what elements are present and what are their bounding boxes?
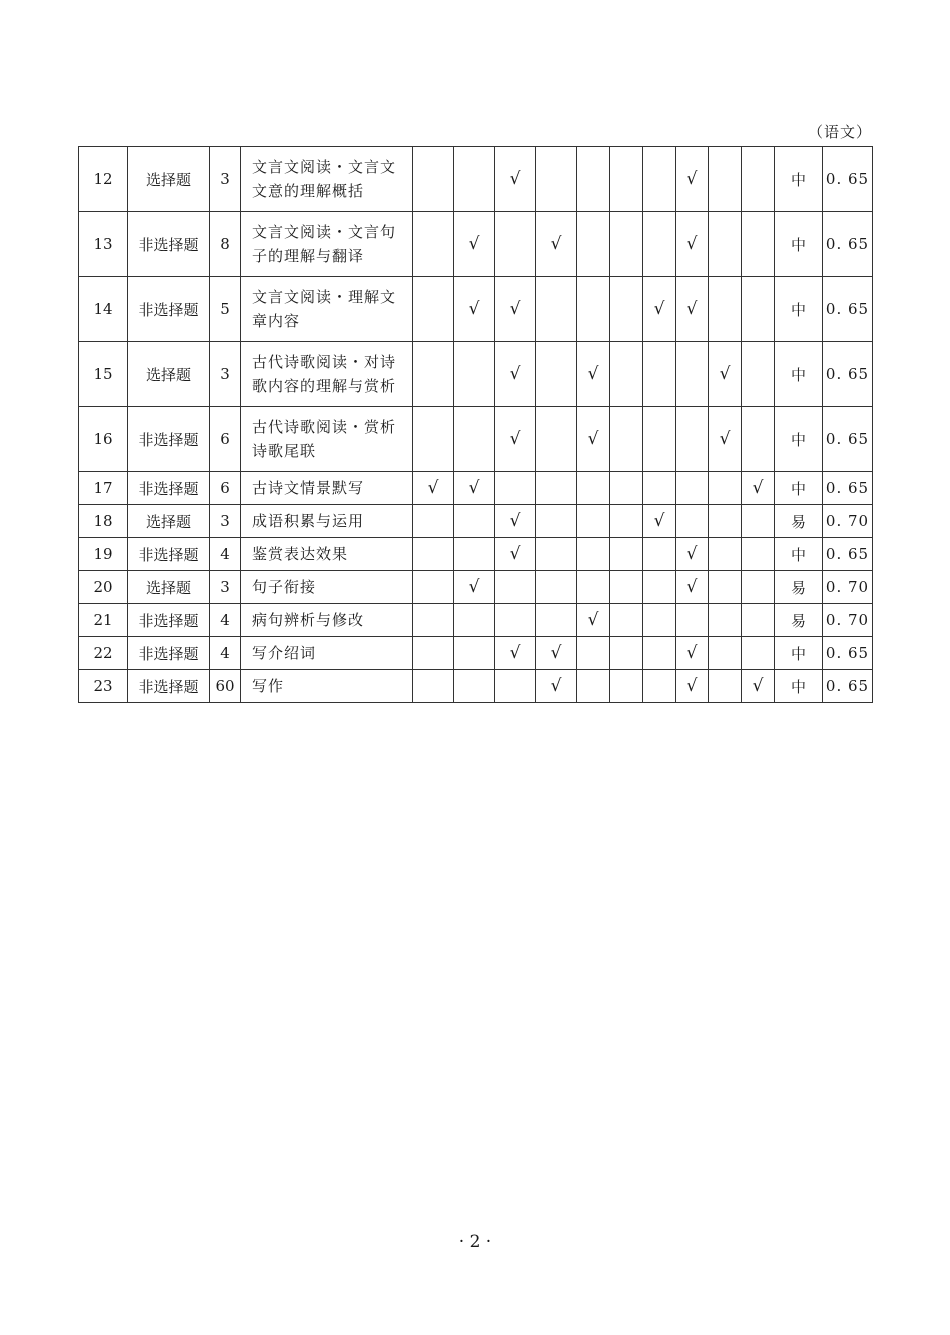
difficulty-coefficient: 0. 70 [823,571,873,604]
check-mark-icon: √ [468,234,480,254]
check-cell [495,637,536,670]
check-cell [577,277,610,342]
check-mark-icon: √ [427,478,439,498]
check-cell [413,212,454,277]
check-cell [577,212,610,277]
check-mark-icon: √ [686,234,698,254]
check-cell [495,604,536,637]
check-cell [709,571,742,604]
check-cell [610,147,643,212]
check-mark-icon: √ [587,364,599,384]
check-cell [742,212,775,277]
check-cell [742,538,775,571]
check-cell [676,472,709,505]
check-cell [643,637,676,670]
question-number: 14 [79,277,128,342]
check-cell [709,407,742,472]
check-cell [742,407,775,472]
table-row [79,571,873,604]
check-cell [536,212,577,277]
check-mark-icon: √ [587,610,599,630]
check-cell [495,212,536,277]
question-content: 文言文阅读・文言文文意的理解概括 [241,147,413,212]
check-cell [709,538,742,571]
check-cell [413,277,454,342]
question-number: 17 [79,472,128,505]
check-cell [577,538,610,571]
subject-label: （语文） [807,123,872,141]
check-cell [577,505,610,538]
check-cell [413,505,454,538]
check-mark-icon: √ [509,544,521,564]
question-score: 3 [210,505,241,538]
check-cell [454,637,495,670]
check-cell [643,407,676,472]
check-mark-icon: √ [468,577,480,597]
difficulty-level: 易 [775,604,823,637]
check-cell [643,571,676,604]
question-type: 选择题 [128,342,210,407]
check-cell [643,342,676,407]
question-type: 选择题 [128,147,210,212]
check-mark-icon: √ [550,676,562,696]
check-cell [676,277,709,342]
page-number: · 2 · [458,1232,492,1252]
check-cell [676,637,709,670]
check-cell [610,604,643,637]
check-mark-icon: √ [686,643,698,663]
check-cell [709,472,742,505]
check-mark-icon: √ [550,643,562,663]
check-cell [454,407,495,472]
check-cell [742,342,775,407]
question-number: 16 [79,407,128,472]
check-cell [413,637,454,670]
question-number: 22 [79,637,128,670]
check-cell [495,505,536,538]
question-score: 3 [210,342,241,407]
check-cell [536,472,577,505]
check-cell [577,407,610,472]
question-content: 句子衔接 [241,571,413,604]
check-cell [495,277,536,342]
check-cell [495,538,536,571]
check-cell [709,147,742,212]
question-type: 非选择题 [128,538,210,571]
check-cell [495,670,536,703]
check-cell [676,147,709,212]
difficulty-coefficient: 0. 70 [823,505,873,538]
check-cell [495,147,536,212]
check-cell [413,670,454,703]
question-type: 非选择题 [128,604,210,637]
question-content: 古代诗歌阅读・赏析诗歌尾联 [241,407,413,472]
check-cell [742,571,775,604]
question-content: 古代诗歌阅读・对诗歌内容的理解与赏析 [241,342,413,407]
difficulty-coefficient: 0. 65 [823,670,873,703]
difficulty-level: 易 [775,571,823,604]
check-cell [643,538,676,571]
check-cell [610,342,643,407]
table-row [79,147,873,212]
question-score: 6 [210,472,241,505]
question-type: 非选择题 [128,472,210,505]
difficulty-coefficient: 0. 65 [823,538,873,571]
check-cell [454,147,495,212]
difficulty-level: 中 [775,342,823,407]
check-cell [454,342,495,407]
question-score: 4 [210,637,241,670]
check-cell [495,407,536,472]
question-content: 鉴赏表达效果 [241,538,413,571]
difficulty-coefficient: 0. 70 [823,604,873,637]
check-cell [536,571,577,604]
question-score: 60 [210,670,241,703]
difficulty-coefficient: 0. 65 [823,277,873,342]
check-cell [577,571,610,604]
difficulty-level: 中 [775,212,823,277]
check-cell [454,505,495,538]
check-cell [536,407,577,472]
table-row [79,538,873,571]
check-cell [709,212,742,277]
check-mark-icon: √ [587,429,599,449]
question-type: 非选择题 [128,407,210,472]
check-mark-icon: √ [719,429,731,449]
table-row [79,212,873,277]
check-cell [610,472,643,505]
difficulty-level: 中 [775,472,823,505]
check-cell [413,538,454,571]
check-cell [454,212,495,277]
question-score: 5 [210,277,241,342]
check-mark-icon: √ [752,676,764,696]
question-number: 13 [79,212,128,277]
check-cell [413,604,454,637]
difficulty-level: 中 [775,637,823,670]
question-type: 非选择题 [128,637,210,670]
check-mark-icon: √ [719,364,731,384]
check-cell [742,505,775,538]
check-mark-icon: √ [509,511,521,531]
check-cell [610,277,643,342]
check-cell [643,212,676,277]
question-number: 12 [79,147,128,212]
check-cell [577,604,610,637]
check-cell [454,538,495,571]
question-type: 非选择题 [128,670,210,703]
check-cell [742,147,775,212]
table-row [79,407,873,472]
question-score: 3 [210,147,241,212]
check-cell [536,277,577,342]
check-cell [742,670,775,703]
table-row [79,604,873,637]
difficulty-level: 中 [775,538,823,571]
difficulty-coefficient: 0. 65 [823,407,873,472]
check-mark-icon: √ [468,299,480,319]
check-cell [742,637,775,670]
check-cell [495,342,536,407]
check-cell [643,670,676,703]
check-cell [643,604,676,637]
question-content: 病句辨析与修改 [241,604,413,637]
check-cell [536,147,577,212]
difficulty-coefficient: 0. 65 [823,342,873,407]
difficulty-coefficient: 0. 65 [823,212,873,277]
check-cell [454,571,495,604]
check-cell [676,212,709,277]
question-type: 非选择题 [128,212,210,277]
exam-spec-table [78,146,873,703]
table-row [79,670,873,703]
check-cell [577,342,610,407]
check-cell [610,505,643,538]
question-type: 非选择题 [128,277,210,342]
check-cell [454,472,495,505]
check-cell [610,637,643,670]
table-body [79,147,873,703]
check-cell [610,670,643,703]
check-cell [709,670,742,703]
question-content: 文言文阅读・文言句子的理解与翻译 [241,212,413,277]
check-cell [709,277,742,342]
check-cell [536,604,577,637]
question-content: 成语积累与运用 [241,505,413,538]
question-number: 18 [79,505,128,538]
check-cell [495,472,536,505]
question-content: 写作 [241,670,413,703]
check-cell [577,147,610,212]
difficulty-coefficient: 0. 65 [823,472,873,505]
check-cell [577,472,610,505]
difficulty-level: 中 [775,407,823,472]
check-cell [610,407,643,472]
table-row [79,505,873,538]
check-mark-icon: √ [509,364,521,384]
difficulty-coefficient: 0. 65 [823,637,873,670]
check-cell [495,571,536,604]
check-cell [643,505,676,538]
check-cell [676,604,709,637]
check-cell [742,472,775,505]
difficulty-level: 中 [775,147,823,212]
question-content: 写介绍词 [241,637,413,670]
check-cell [577,670,610,703]
difficulty-level: 易 [775,505,823,538]
check-mark-icon: √ [509,643,521,663]
check-cell [610,571,643,604]
check-cell [676,505,709,538]
question-content: 古诗文情景默写 [241,472,413,505]
question-score: 3 [210,571,241,604]
question-score: 6 [210,407,241,472]
check-cell [676,538,709,571]
check-mark-icon: √ [686,544,698,564]
check-cell [413,342,454,407]
check-cell [676,407,709,472]
difficulty-level: 中 [775,277,823,342]
table-row [79,342,873,407]
difficulty-level: 中 [775,670,823,703]
check-cell [454,277,495,342]
check-cell [536,637,577,670]
check-cell [610,538,643,571]
check-mark-icon: √ [686,169,698,189]
check-cell [742,604,775,637]
question-score: 8 [210,212,241,277]
check-cell [709,637,742,670]
question-number: 19 [79,538,128,571]
check-cell [709,342,742,407]
check-cell [676,342,709,407]
check-cell [643,147,676,212]
table-row [79,277,873,342]
table-row [79,637,873,670]
check-cell [536,538,577,571]
check-cell [610,212,643,277]
question-number: 15 [79,342,128,407]
check-cell [742,277,775,342]
check-cell [536,342,577,407]
check-cell [536,505,577,538]
question-score: 4 [210,604,241,637]
check-cell [413,407,454,472]
check-mark-icon: √ [509,169,521,189]
question-number: 21 [79,604,128,637]
question-number: 20 [79,571,128,604]
check-mark-icon: √ [653,511,665,531]
check-mark-icon: √ [686,676,698,696]
question-type: 选择题 [128,571,210,604]
check-cell [413,472,454,505]
check-mark-icon: √ [752,478,764,498]
check-cell [454,670,495,703]
question-type: 选择题 [128,505,210,538]
check-mark-icon: √ [550,234,562,254]
question-number: 23 [79,670,128,703]
check-mark-icon: √ [509,299,521,319]
check-mark-icon: √ [468,478,480,498]
check-cell [709,604,742,637]
check-cell [709,505,742,538]
check-cell [413,147,454,212]
question-content: 文言文阅读・理解文章内容 [241,277,413,342]
table-row [79,472,873,505]
check-cell [536,670,577,703]
check-cell [577,637,610,670]
check-mark-icon: √ [509,429,521,449]
check-cell [454,604,495,637]
check-cell [676,670,709,703]
check-cell [413,571,454,604]
check-cell [676,571,709,604]
check-mark-icon: √ [653,299,665,319]
check-mark-icon: √ [686,299,698,319]
question-score: 4 [210,538,241,571]
check-cell [643,472,676,505]
difficulty-coefficient: 0. 65 [823,147,873,212]
check-mark-icon: √ [686,577,698,597]
check-cell [643,277,676,342]
